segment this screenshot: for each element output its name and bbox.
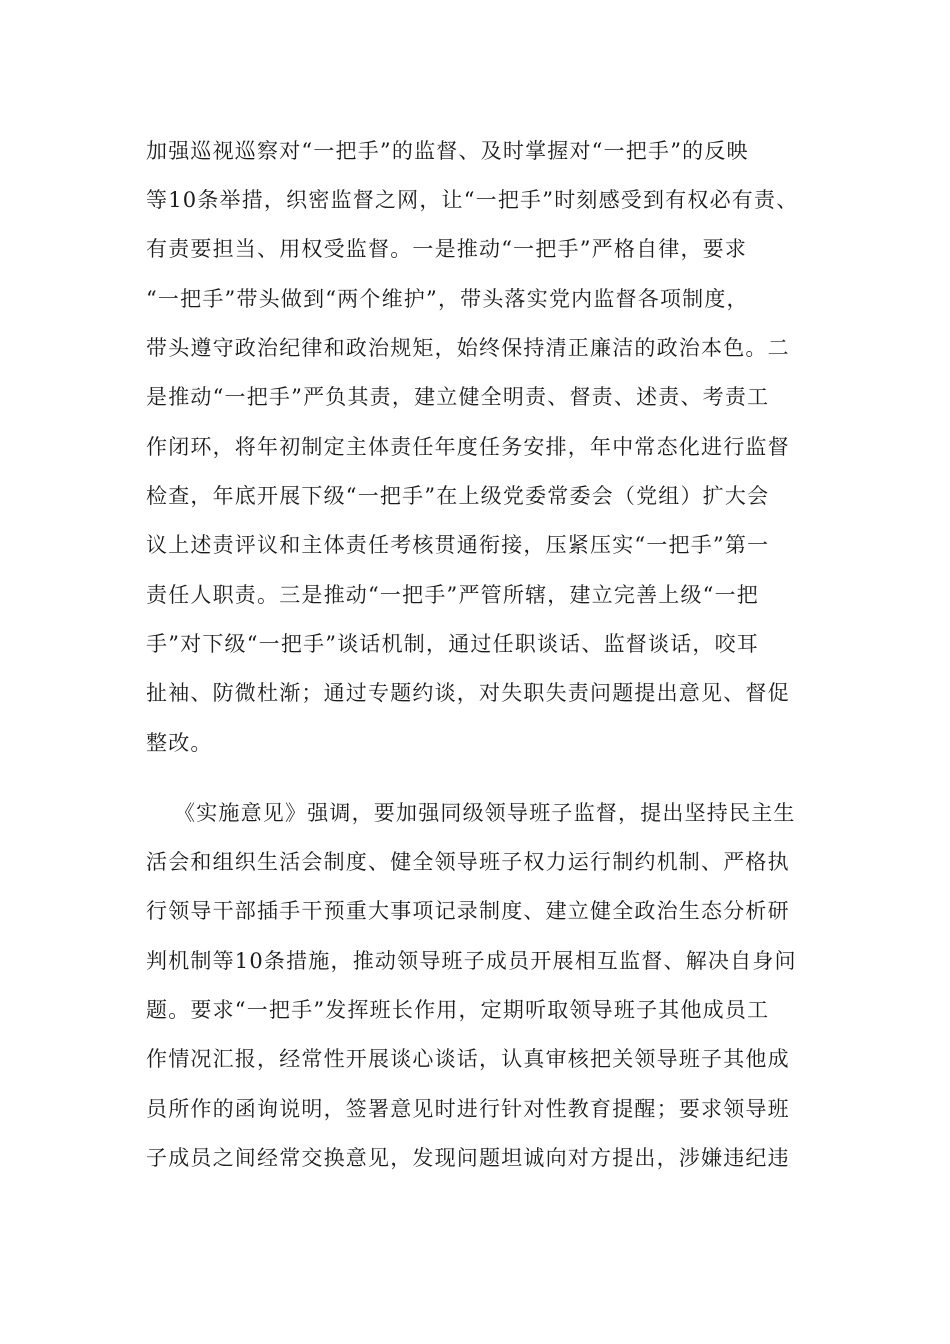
text-line: 行领导干部插手干预重大事项记录制度、建立健全政治生态分析研	[146, 899, 790, 923]
text-line: 作情况汇报，经常性开展谈心谈话，认真审核把关领导班子其他成	[146, 1047, 790, 1071]
text-line: 整改。	[146, 731, 213, 755]
text-line: 活会和组织生活会制度、健全领导班子权力运行制约机制、严格执	[146, 850, 790, 874]
text-line: 有责要担当、用权受监督。一是推动“一把手”严格自律，要求	[146, 237, 748, 261]
text-line: 手”对下级“一把手”谈话机制，通过任职谈话、监督谈话，咬耳	[146, 632, 760, 656]
text-line: 检查，年底开展下级“一把手”在上级党委常委会（党组）扩大会	[146, 484, 770, 508]
text-line: 《实施意见》强调，要加强同级领导班子监督，提出坚持民主生	[174, 801, 796, 825]
text-line: 责任人职责。三是推动“一把手”严管所辖，建立完善上级“一把	[146, 583, 760, 607]
text-line: “一把手”带头做到“两个维护”，带头落实党内监督各项制度，	[146, 287, 749, 311]
text-line: 判机制等10条措施，推动领导班子成员开展相互监督、解决自身问	[146, 949, 797, 973]
text-line: 扯袖、防微杜渐；通过专题约谈，对失职失责问题提出意见、督促	[146, 681, 790, 705]
text-line: 议上述责评议和主体责任考核贯通衔接，压紧压实“一把手”第一	[146, 533, 770, 557]
text-line: 等10条举措，织密监督之网，让“一把手”时刻感受到有权必有责、	[146, 188, 799, 212]
text-line: 作闭环，将年初制定主体责任年度任务安排，年中常态化进行监督	[146, 435, 790, 459]
text-line: 题。要求“一把手”发挥班长作用，定期听取领导班子其他成员工	[146, 998, 770, 1022]
text-line: 加强巡视巡察对“一把手”的监督、及时掌握对“一把手”的反映	[146, 139, 749, 163]
text-line: 带头遵守政治纪律和政治规矩，始终保持清正廉洁的政治本色。二	[146, 336, 790, 360]
text-line: 子成员之间经常交换意见，发现问题坦诚向对方提出，涉嫌违纪违	[146, 1146, 790, 1170]
text-line: 是推动“一把手”严负其责，建立健全明责、督责、述责、考责工	[146, 385, 770, 409]
text-line: 员所作的函询说明，签署意见时进行针对性教育提醒；要求领导班	[146, 1097, 790, 1121]
